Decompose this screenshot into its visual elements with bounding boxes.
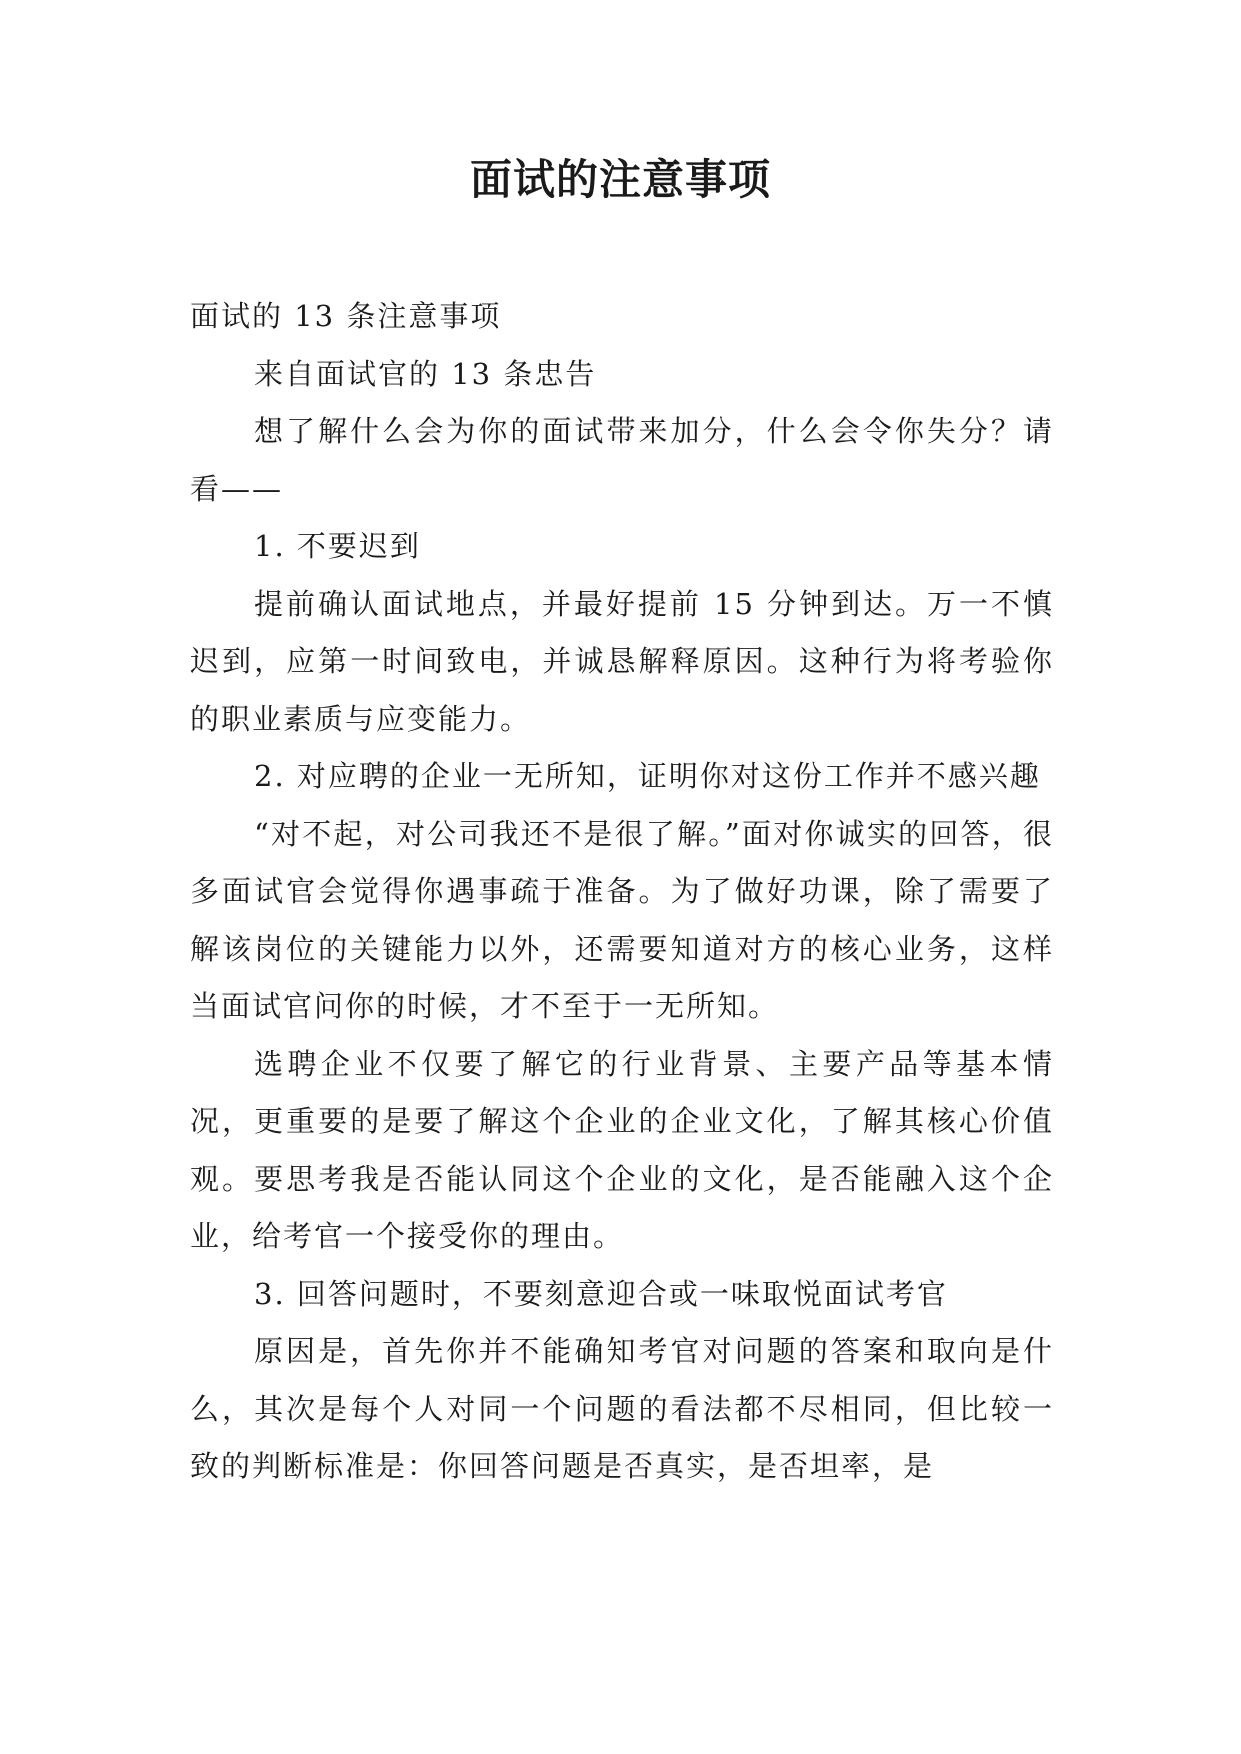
paragraph: 想了解什么会为你的面试带来加分，什么会令你失分？请看——	[190, 414, 1054, 506]
document-title: 面试的注意事项	[469, 155, 771, 204]
document-body	[190, 288, 1054, 1496]
section-heading: 1. 不要迟到	[254, 529, 421, 563]
section-heading: 2. 对应聘的企业一无所知，证明你对这份工作并不感兴趣	[254, 759, 1041, 793]
paragraph: 原因是，首先你并不能确知考官对问题的答案和取向是什么，其次是每个人对同一个问题的看法都不尽相同，但比较一致的判断标准是：你回答问题是否真实，是否坦率，是	[190, 1334, 1054, 1483]
paragraph: 提前确认面试地点，并最好提前 15 分钟到达。万一不慎迟到，应第一时间致电，并诚恳解释原因。这种行为将考验你的职业素质与应变能力。	[190, 586, 1054, 736]
paragraph: 选聘企业不仅要了解它的行业背景、主要产品等基本情况，更重要的是要了解这个企业的企业文化，了解其核心价值观。要思考我是否能认同这个企业的文化，是否能融入这个企业，给考官一个接受你的理由。	[190, 1046, 1054, 1253]
subheading: 面试的 13 条注意事项	[190, 299, 502, 333]
paragraph: “对不起，对公司我还不是很了解。”面对你诚实的回答，很多面试官会觉得你遇事疏于准备。为了做好功课，除了需要了解该岗位的关键能力以外，还需要知道对方的核心业务，这样当面试官问你的时候，才不至于一无所知。	[190, 816, 1054, 1023]
paragraph: 来自面试官的 13 条忠告	[254, 356, 597, 391]
section-heading: 3. 回答问题时，不要刻意迎合或一味取悦面试考官	[254, 1276, 948, 1311]
